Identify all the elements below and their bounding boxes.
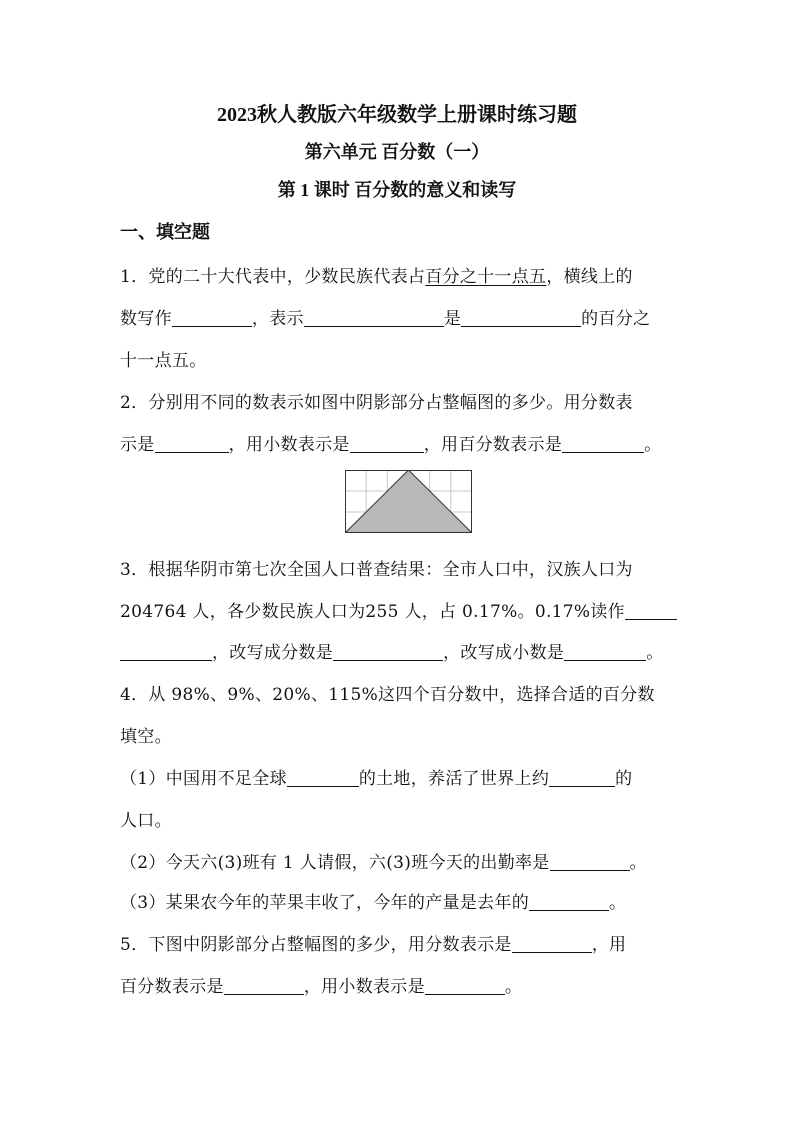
q2-text-c: ，用百分数表示是: [423, 435, 563, 455]
q4-sub-1: [120, 764, 632, 789]
q5-text-b: ，用: [591, 935, 627, 955]
q3-blank-1[interactable]: [625, 601, 677, 620]
q3-blank-3[interactable]: [564, 642, 646, 661]
q4-line-1: 4．从 98%、9%、20%、115%这四个百分数中，选择合适的百分数: [120, 685, 655, 705]
q3-text-d: 。: [646, 643, 664, 663]
q3-line-2: [120, 597, 677, 622]
q2-blank-2[interactable]: [350, 434, 424, 453]
q5-text-e: 。: [504, 977, 523, 997]
q1-text-d: ，表示: [251, 309, 304, 329]
q3-text-a: 204764 人，各少数民族人口为255 人，占 0.17%。0.17%读作: [120, 602, 625, 622]
q1-text-a: 1．党的二十大代表中，少数民族代表占: [120, 267, 426, 287]
unit-title: 第六单元 百分数（一）: [304, 142, 490, 162]
q2-blank-1[interactable]: [155, 434, 229, 453]
q3-text-c: ，改写成小数是: [443, 643, 565, 663]
q4-s1-text-b: 的土地，养活了世界上约: [358, 769, 550, 789]
shaded-triangle: [345, 470, 472, 533]
q4-s3-text-b: 。: [609, 893, 627, 913]
q2-line-2: [120, 430, 661, 455]
q4-s1-text-a: （1）中国用不足全球: [120, 769, 287, 789]
section-heading: 一、填空题: [120, 222, 210, 243]
q5-blank-2[interactable]: [224, 976, 304, 995]
worksheet-title: 2023秋人教版六年级数学上册课时练习题: [217, 104, 577, 126]
q4-line-2: 填空。: [120, 727, 172, 747]
q4-sub-2: [120, 848, 647, 873]
q4-s1-blank-1[interactable]: [287, 768, 359, 787]
q1-text-f: 的百分之: [581, 309, 651, 329]
q1-blank-3[interactable]: [461, 308, 581, 327]
q4-s2-text-b: 。: [629, 853, 647, 873]
q1-blank-2[interactable]: [304, 308, 444, 327]
q5-text-d: ，用小数表示是: [303, 977, 425, 997]
lesson-title: 第 1 课时 百分数的意义和读写: [277, 180, 517, 200]
q4-sub-1-cont: 人口。: [120, 811, 172, 831]
q1-text-b: ，横线上的: [546, 267, 633, 287]
q3-line-1: 3．根据华阴市第七次全国人口普查结果：全市人口中，汉族人口为: [120, 560, 633, 580]
q1-line-2: [120, 304, 650, 329]
q4-s2-text-a: （2）今天六(3)班有 1 人请假，六(3)班今天的出勤率是: [120, 853, 550, 873]
q4-s1-text-c: 的: [615, 769, 633, 789]
q1-line-3: 十一点五。: [120, 351, 207, 371]
q4-s3-blank[interactable]: [529, 892, 609, 911]
q5-line-1: [120, 930, 626, 955]
q5-line-2: [120, 972, 522, 997]
q5-text-a: 5．下图中阴影部分占整幅图的多少，用分数表示是: [120, 935, 512, 955]
q2-line-1: 2．分别用不同的数表示如图中阴影部分占整幅图的多少。用分数表: [120, 393, 633, 413]
q1-blank-1[interactable]: [172, 308, 252, 327]
q2-text-d: 。: [644, 435, 662, 455]
q3-blank-1-cont[interactable]: [120, 642, 212, 661]
q1-text-c: 数写作: [120, 309, 172, 329]
q4-s1-blank-2[interactable]: [549, 768, 615, 787]
q2-text-a: 示是: [120, 435, 155, 455]
q3-line-3: [120, 638, 664, 663]
q5-blank-3[interactable]: [425, 976, 505, 995]
q5-blank-1[interactable]: [512, 934, 592, 953]
q3-text-b: ，改写成分数是: [212, 643, 334, 663]
q5-text-c: 百分数表示是: [120, 977, 224, 997]
q1-line-1: [120, 262, 633, 287]
q1-underlined-text: 百分之十一点五: [425, 267, 547, 287]
shaded-triangle-grid-figure: [345, 470, 472, 533]
q2-blank-3[interactable]: [562, 434, 644, 453]
q4-s2-blank[interactable]: [550, 852, 630, 871]
q2-text-b: ，用小数表示是: [228, 435, 350, 455]
q4-s3-text-a: （3）某果农今年的苹果丰收了，今年的产量是去年的: [120, 893, 530, 913]
q3-blank-2[interactable]: [333, 642, 443, 661]
q4-sub-3: [120, 888, 626, 913]
q1-text-e: 是: [443, 309, 462, 329]
